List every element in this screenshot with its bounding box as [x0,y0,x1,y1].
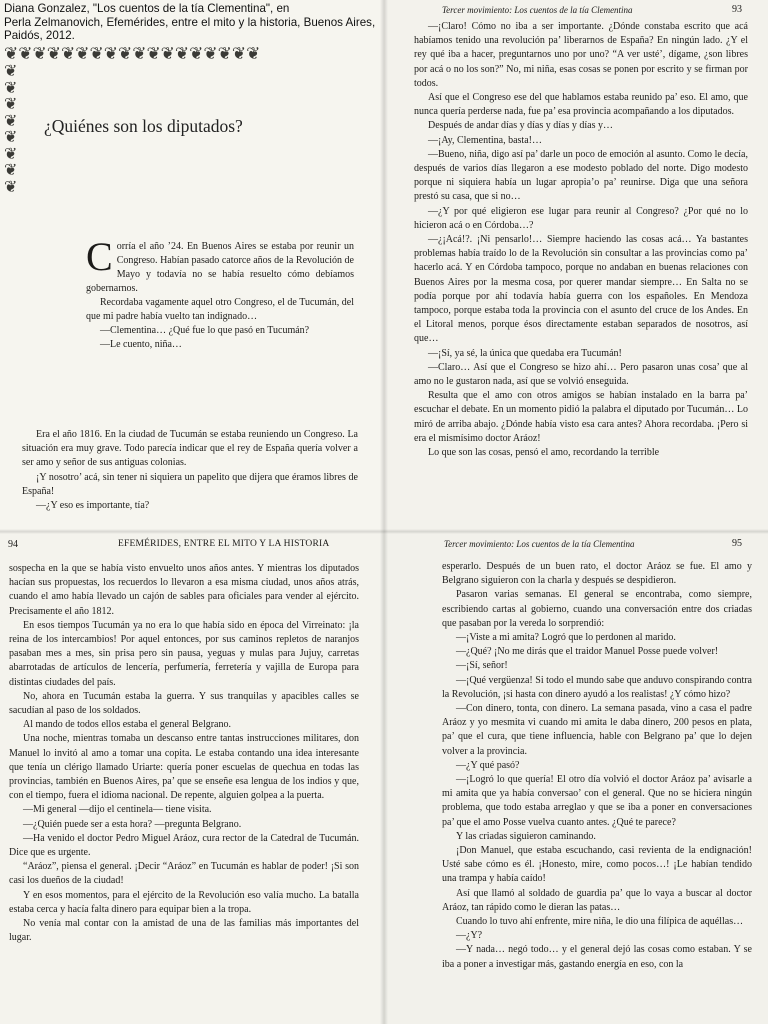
epigraph [86,234,354,352]
paragraph: Y las criadas siguieron caminando. [456,830,596,842]
book-gutter [380,0,388,1024]
paragraph: —¿Y eso es importante, tía? [36,500,150,512]
book-page-left-top [0,0,384,532]
epigraph-paragraph: Recordaba vagamente aquel otro Congreso, el de Tucumán, del que mi padre había vuelto tan indignado… [86,297,354,322]
paragraph: —¿Qué? ¡No me dirás que el traidor Manuel Posse puede volver! [456,646,719,658]
paragraph: —¿¡Acá!?. ¡Ni pensarlo!… Siempre haciendo las cosas acá… Ya bastantes problemas había traído lo de la Revolución sin consultar a las provincias como pa’ hacerlo acá. Y en Córdoba tampoco, porque no andaban en buenas relaciones con Buenos Aires por la mesma cosa, por querer mandar siempre… En Salta no se podía porque por ahí todavía había guerra con los españoles. En Mendoza tampoco, porque estaba toda la provincia con el asunto del cruce de los Andes. En el Litoral menos, porque ésos directamente estaban separados de nosotros, así que… [414,234,748,345]
paragraph: Así que llamó al soldado de guardia pa’ que lo vaya a buscar al doctor Aráoz, tan rápido como le dieran las patas… [442,887,752,913]
paragraph: —Ha venido el doctor Pedro Miguel Aráoz, cura rector de la Catedral de Tucumán. Dice que es urgente. [9,832,359,859]
paragraph: Resulta que el amo con otros amigos se habían instalado en la barra pa’ escuchar el debate. En un momento pidió la palabra el diputado por Tucumán… Lo miró de arriba abajo. ¿Dónde había visto esa cara antes? Ahora recordaba. ¡Pero si era el mismísimo doctor Aráoz! [414,390,748,444]
paragraph: ¡Don Manuel, que estaba escuchando, casi revienta de la endignación! Usté sabe cómo es él. ¡Honesto, mire, como pocos…! ¡Le habían tendido una trampa y había caído! [442,845,752,885]
paragraph: —¡Qué vergüenza! Si todo el mundo sabe que anduvo conspirando contra la Revolución, ¡si hasta con dinero ayudó a los realistas! ¿Y cómo hizo? [442,674,752,700]
paragraph: Lo que son las cosas, pensó el amo, recordando la terrible [428,447,660,459]
body-text [414,20,748,460]
paragraph: —¿Y por qué eligieron ese lugar para reunir al Congreso? ¿Por qué no lo hicieron acá o en Córdoba…? [414,205,748,231]
paragraph: —¡Sí, señor! [456,660,508,672]
heart-ornament-icon: ❦ [4,63,18,80]
book-page-94 [0,532,384,1024]
paragraph: Era el año 1816. En la ciudad de Tucumán se estaba reuniendo un Congreso. La situación era muy grave. Todo parecía indicar que el rey de España quería volver a ser amo y señor de sus antiguas colonias. [22,429,358,469]
body-text [22,428,358,513]
paragraph: —¡Logró lo que quería! El otro día volvió el doctor Aráoz pa’ avisarle a mi amita que ya había conversao’ con el general. Que no se hiciera ningún problema, que todo estaba arreglao y que se iba a poner en conversaciones pa’ que el amo Posse vuelva cuanto antes. ¿Qué te parece? [442,774,752,828]
paragraph: sospecha en la que se había visto envuelto unos años antes. Y mientras los diputados hacían sus propuestas, los recuerdos lo llevaron a esa misma ciudad, unos años atrás, cuando el amo había llevado un cajón de sables para oficiales para vender al ejército. Precisamente el año 1812. [9,563,359,617]
paragraph: —¿Quién puede ser a esta hora? —pregunta Belgrano. [23,818,242,830]
citation-line: Diana Gonzalez, "Los cuentos de la tía Clementina", en [4,2,290,15]
heart-ornament-icon: ❦ [4,145,18,163]
paragraph: —¿Y? [456,930,483,942]
paragraph: —Mi general —dijo el centinela— tiene visita. [23,804,212,816]
heart-ornament-icon: ❦ [4,112,18,130]
paragraph: Cuando lo tuvo ahí enfrente, mire niña, le dio una filípica de aquéllas… [456,916,744,928]
epigraph-paragraph: —Clementina… ¿Qué fue lo que pasó en Tucumán? [100,325,310,336]
paragraph: —Y nada… negó todo… y el general dejó las cosas como estaban. Y se iba a poner a investigar más, gastando energía en eso, con la [442,944,752,970]
chapter-title: ¿Quiénes son los diputados? [44,116,243,136]
page-divider [0,529,768,534]
paragraph: ¡Y nosotro’ acá, sin tener ni siquiera un papelito que dijera que éramos libres de España! [22,471,358,497]
page-number: 94 [8,539,18,550]
paragraph: Al mando de todos ellos estaba el general Belgrano. [23,719,231,731]
paragraph: Así que el Congreso ese del que hablamos estaba reunido pa’ eso. El amo, que nunca quería perderse nada, fue pa’ esa provincia acompañando a los diputados. [414,92,748,118]
paragraph: esperarlo. Después de un buen rato, el doctor Aráoz se fue. El amo y Belgrano siguieron con la charla y después se despidieron. [442,561,752,587]
citation-line: Perla Zelmanovich, Efemérides, entre el mito y la historia, Buenos Aires, [4,15,376,29]
paragraph: —Bueno, niña, digo así pa’ darle un poco de emoción al asunto. Como le decía, después de varios días llegaron a ese modesto poblado del norte. Digo modesto porque ni siquiera había un lugar apropia’o pa’ reunirse. Diga que una señora prestó su casa, que si no… [414,148,748,203]
running-head: EFEMÉRIDES, ENTRE EL MITO Y LA HISTORIA [118,539,330,549]
body-text [9,562,359,945]
heart-ornament-icon: ❦ [4,178,18,196]
body-text [442,560,752,972]
paragraph: —Claro… Así que el Congreso se hizo ahí… Pero pasaron unas cosa’ que al amo no le gustaron nada, así que se volvió enseguida. [414,361,748,388]
page-number: 93 [732,4,742,15]
heart-ornament-icon: ❦ [4,162,18,179]
paragraph: —¡Ay, Clementina, basta!… [428,134,542,146]
book-page-95 [384,532,768,1024]
citation [4,2,380,43]
paragraph: Pasaron varias semanas. El general se encontraba, como siempre, escribiendo cartas al gobierno, cuando una conversación entre dos criadas que pasaban por la vereda lo sorprendió: [442,589,752,629]
epigraph-paragraph: Corría el año ’24. En Buenos Aires se estaba por reunir un Congreso. Habían pasado catorce años de la Revolución de Mayo y todavía no se había resuelto cómo debíamos gobernarnos. [86,234,354,294]
heart-ornament-icon: ❦ [4,79,18,97]
paragraph: Una noche, mientras tomaba un descanso entre tantas instrucciones militares, don Manuel lo invitó al amo a tomar una copita. Le estaba contando una idea interesante que tenía un clérigo llamado Uriarte: quería poner escuelas de quechua en todas las provincias, también en Buenos Aires, pa’ que se enseñe esa lengua de los indios y que, con el tiempo, fuera el idioma nacional. De repente, alguien golpea a la puerta. [9,733,359,802]
drop-cap: C [86,234,113,279]
heart-ornament-icon [4,64,24,196]
paragraph: No venía mal contar con la amistad de una de las familias más importantes del lugar. [9,918,359,944]
page-number: 95 [732,538,742,549]
paragraph: —¡Sí, ya sé, la única que quedaba era Tucumán! [428,347,622,359]
paragraph: Después de andar días y días y días y días y… [428,120,613,132]
citation-line: Paidós, 2012. [4,29,75,42]
heart-ornament-icon: ❦ [4,129,18,146]
running-head: Tercer movimiento: Los cuentos de la tía Clementina [442,5,633,15]
heart-ornament-icon: ❦❦❦❦❦❦❦❦❦❦❦❦❦❦❦❦❦❦ [4,44,261,63]
paragraph: Y en esos momentos, para el ejército de la Revolución eso valía mucho. La batalla estaba cerca y hacía falta dinero para equipar bien a la tropa. [9,889,359,915]
paragraph: En esos tiempos Tucumán ya no era lo que había sido en época del Virreinato: ¡la reina de los intercambios! Por aquel entonces, por sus caminos repletos de naranjos pasaban mes a mes, sin prisa pero sin pausa, yeguas y mulas para Jujuy, carretas abarrotadas de artículos de lencería, perfumería, ferretería y vajilla de Europa para distintas ciudades del país. [9,619,359,688]
book-page-93 [384,0,768,532]
heart-ornament-icon: ❦ [4,96,18,113]
paragraph: —¡Viste a mi amita? Logró que lo perdonen al marido. [456,632,676,644]
paragraph: “Aráoz”, piensa el general. ¡Decir “Aráoz” en Tucumán es hablar de poder! ¡Si son casi los dueños de la ciudad! [9,861,359,887]
running-head: Tercer movimiento: Los cuentos de la tía Clementina [444,539,635,549]
epigraph-paragraph: —Le cuento, niña… [100,339,182,350]
paragraph: No, ahora en Tucumán estaba la guerra. Y sus tranquilas y apacibles calles se sacudían al paso de los soldados. [9,690,359,717]
paragraph: —Con dinero, tonta, con dinero. La semana pasada, vino a casa el padre Aráoz y yo mesmita vi cuando mi amita le daba dinero, 200 pesos en plata, pa’ que el cura, que tiene influencia, hable con Belgrano pa’ que lo dejen volver a la provincia. [442,703,752,757]
paragraph: —¿Y qué pasó? [456,759,520,771]
paragraph: —¡Claro! Cómo no iba a ser importante. ¿Dónde constaba escrito que acá habíamos tenido una revolución pa’ liberarnos de España? En ningún lado. ¿Y el rey qué iba a hacer, preguntarnos uno por uno? “A ver usté’, dígame, ¿son libres por acá o no los son?” No, mi niña, esas cosas se ponen por escrito y se firman por todos. [414,21,748,89]
